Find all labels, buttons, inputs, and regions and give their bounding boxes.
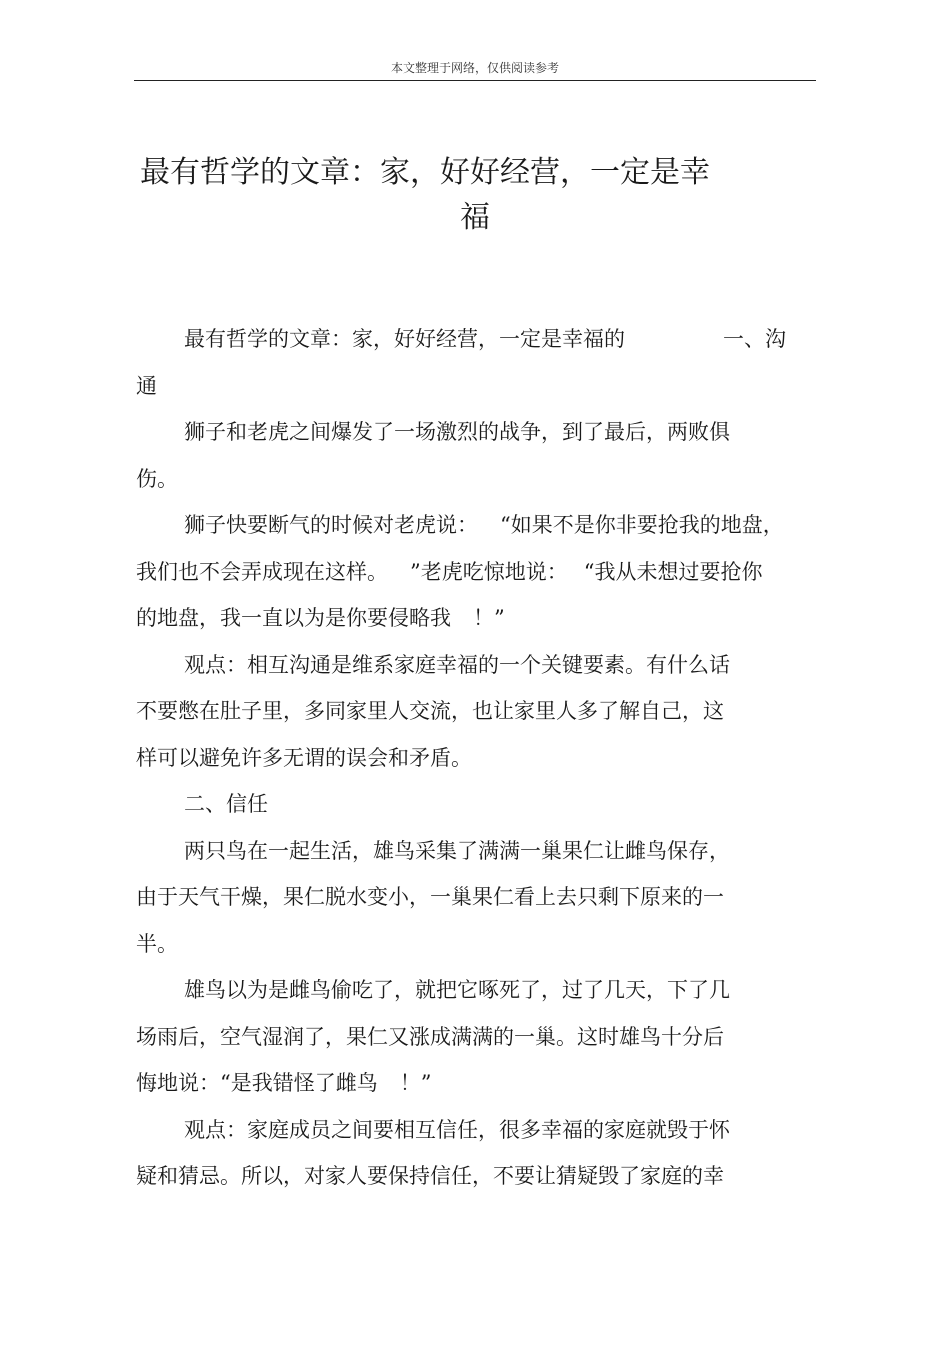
text-segment: 的地盘，我一直以为是你要侵略我 (136, 606, 451, 630)
text-segment: “我从未想过要抢你 (583, 559, 763, 584)
article-title (134, 150, 816, 240)
section-heading-communication: 一、沟 (723, 327, 786, 351)
title-line-2: 福 (460, 200, 490, 235)
body-line (136, 502, 816, 549)
text-segment: 狮子快要断气的时候对老虎说： (184, 513, 478, 537)
body-line: 两只鸟在一起生活，雄鸟采集了满满一巢果仁让雌鸟保存， (184, 838, 730, 863)
text-segment: ”老虎吃惊地说： (410, 559, 568, 584)
text-segment: 悔地说：“是我错怪了雌鸟 (136, 1071, 378, 1095)
section-heading-trust: 二、信任 (184, 792, 268, 816)
body-line: 观点：家庭成员之间要相互信任，很多幸福的家庭就毁于怀 (184, 1117, 730, 1142)
body-line: 疑和猜忌。所以，对家人要保持信任，不要让猜疑毁了家庭的幸 (136, 1164, 724, 1188)
text-segment: “如果不是你非要抢我的地盘， (500, 513, 784, 537)
body-line (136, 316, 816, 363)
header-divider (134, 80, 816, 81)
text-segment: ！” (473, 606, 505, 630)
body-line: 由于天气干燥，果仁脱水变小，一巢果仁看上去只剩下原来的一 (136, 885, 724, 909)
text-segment: ！” (399, 1071, 432, 1095)
intro-text: 最有哲学的文章：家，好好经营，一定是幸福的 (184, 327, 625, 351)
body-line: 观点：相互沟通是维系家庭幸福的一个关键要素。有什么话 (184, 652, 730, 677)
body-line (136, 549, 816, 596)
body-line: 狮子和老虎之间爆发了一场激烈的战争，到了最后，两败俱 (184, 420, 730, 444)
body-line: 半。 (136, 931, 178, 956)
body-line: 不要憋在肚子里，多同家里人交流，也让家里人多了解自己，这 (136, 699, 724, 723)
body-line: 通 (136, 373, 157, 398)
header-note: 本文整理于网络，仅供阅读参考 (390, 61, 559, 75)
title-line-1: 最有哲学的文章：家，好好经营，一定是幸 (140, 155, 710, 190)
body-line: 样可以避免许多无谓的误会和矛盾。 (136, 745, 472, 770)
body-line: 雄鸟以为是雌鸟偷吃了，就把它啄死了，过了几天，下了几 (184, 978, 730, 1002)
body-line: 场雨后，空气湿润了，果仁又涨成满满的一巢。这时雄鸟十分后 (136, 1024, 724, 1049)
body-line: 伤。 (136, 466, 178, 491)
body-line (136, 1060, 816, 1107)
body-line (136, 595, 816, 642)
text-segment: 我们也不会弄成现在这样。 (136, 559, 388, 584)
article-body (136, 316, 816, 1200)
